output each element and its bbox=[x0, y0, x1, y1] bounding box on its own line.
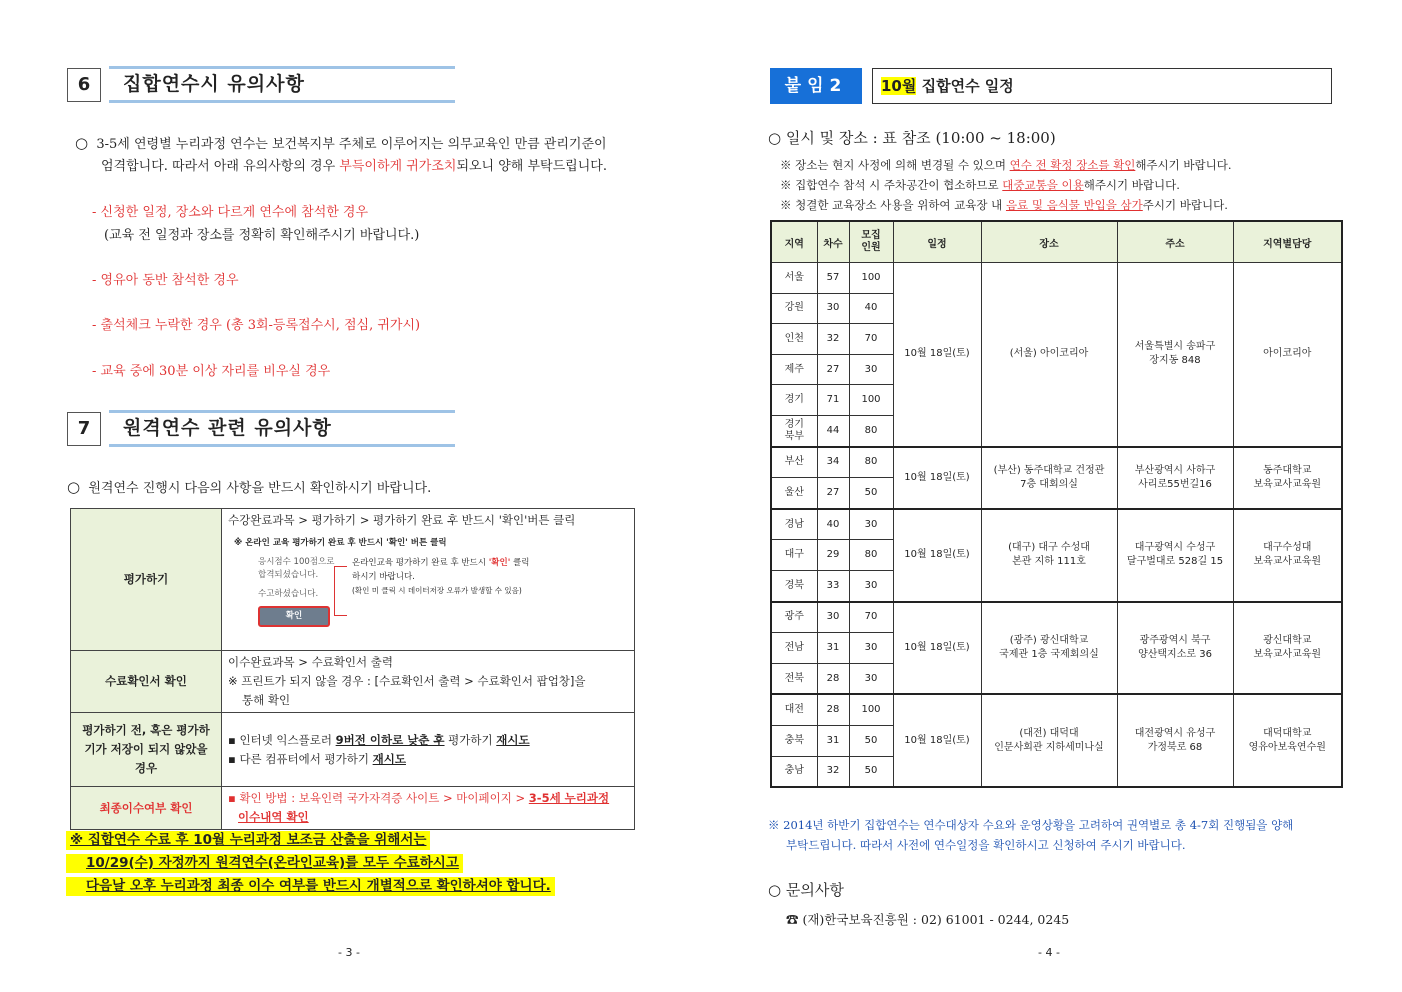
contact-title: ○ 문의사항 bbox=[768, 881, 844, 899]
cell-capacity: 30 bbox=[849, 509, 893, 540]
table-row bbox=[771, 447, 1342, 478]
cell-owner: 대덕대학교 영유아보육연수원 bbox=[1233, 694, 1342, 787]
cell-date: 10월 18일(토) bbox=[893, 447, 981, 509]
cell-region: 대전 bbox=[771, 694, 817, 725]
remote-intro: ○ 원격연수 진행시 다음의 사항을 반드시 확인하시기 바랍니다. bbox=[67, 478, 432, 496]
intro-paragraph: ○ 3-5세 연령별 누리과정 연수는 보건복지부 주체로 이루어지는 의무교육인 만큼 관리기준이 엄격합니다. 따라서 아래 유의사항의 경우 부득이하게 귀가조치되오니 양해 부탁드립니다. bbox=[75, 134, 607, 174]
cell-capacity: 70 bbox=[849, 602, 893, 633]
cell-round: 34 bbox=[817, 447, 849, 478]
caution-item-1-note: (교육 전 일정과 장소를 정확히 확인해주시기 바랍니다.) bbox=[104, 228, 420, 243]
cell-round: 32 bbox=[817, 756, 849, 787]
header-owner: 지역별담당 bbox=[1233, 221, 1342, 263]
cell-region: 제주 bbox=[771, 354, 817, 385]
caution-item-2: - 영유아 동반 참석한 경우 bbox=[92, 273, 239, 288]
attachment-title: 10월 집합연수 일정 bbox=[872, 68, 1332, 104]
certificate-note-2: 통해 확인 bbox=[242, 693, 291, 707]
table-row bbox=[771, 509, 1342, 540]
cell-capacity: 30 bbox=[849, 570, 893, 601]
cell-date: 10월 18일(토) bbox=[893, 263, 981, 447]
cell-region: 충남 bbox=[771, 756, 817, 787]
image-note-2: 하시기 바랍니다. bbox=[352, 572, 415, 582]
cell-owner: 아이코리아 bbox=[1233, 263, 1342, 447]
contact-info: ☎ (재)한국보육진흥원 : 02) 61001 - 0244, 0245 bbox=[786, 912, 1070, 927]
cell-place: (광주) 광신대학교 국제관 1층 국제회의실 bbox=[981, 602, 1117, 695]
attachment-tag: 붙임2 bbox=[770, 68, 862, 104]
schedule-footnote bbox=[768, 815, 1293, 855]
cell-place: (대구) 대구 수성대 본관 지하 111호 bbox=[981, 509, 1117, 602]
header-round: 차수 bbox=[817, 221, 849, 263]
caution-item-4: - 교육 중에 30분 이상 자리를 비우실 경우 bbox=[92, 364, 331, 379]
header-address: 주소 bbox=[1117, 221, 1233, 263]
image-note-3: (확인 미 클릭 시 데이터저장 오류가 발생할 수 있음) bbox=[352, 586, 522, 595]
cell-capacity: 80 bbox=[849, 447, 893, 478]
schedule-table bbox=[770, 220, 1343, 788]
final-check-method: ▪ 확인 방법 : 보육인력 국가자격증 사이트 > 마이페이지 > 3-5세 누리과정 이수내역 확인 bbox=[222, 787, 635, 830]
cell-region: 충북 bbox=[771, 725, 817, 756]
cell-round: 31 bbox=[817, 633, 849, 664]
note-1: ※ 장소는 현지 사정에 의해 변경될 수 있으며 연수 전 확정 장소를 확인해주시기 바랍니다. bbox=[780, 158, 1232, 172]
cell-capacity: 100 bbox=[849, 263, 893, 294]
caution-item-1: - 신청한 일정, 장소와 다르게 연수에 참석한 경우 bbox=[92, 205, 369, 220]
cell-region: 전북 bbox=[771, 663, 817, 694]
section-number: 6 bbox=[67, 68, 101, 102]
table-head-not-saved: 평가하기 전, 혹은 평가하기가 저장이 되지 않았을 경우 bbox=[71, 713, 222, 787]
note-2: ※ 집합연수 참석 시 주차공간이 협소하므로 대중교통을 이용해주시기 바랍니다. bbox=[780, 178, 1180, 192]
table-head-evaluate: 평가하기 bbox=[71, 509, 222, 651]
cell-owner: 광신대학교 보육교사교육원 bbox=[1233, 602, 1342, 695]
remote-guide-table bbox=[70, 508, 635, 830]
popup-message-3: 수고하셨습니다. bbox=[258, 589, 319, 599]
cell-capacity: 80 bbox=[849, 415, 893, 446]
cell-capacity: 50 bbox=[849, 725, 893, 756]
cell-round: 44 bbox=[817, 415, 849, 446]
retry-item-1: ▪ 인터넷 익스플로러 9버전 이하로 낮춘 후 평가하기 재시도 bbox=[228, 732, 530, 747]
popup-message-2: 합격되셨습니다. bbox=[258, 570, 319, 580]
popup-message-1: 응시점수 100점으로 bbox=[258, 557, 335, 567]
image-caption: ※ 온라인 교육 평가하기 완료 후 반드시 '확인' 버튼 클릭 bbox=[234, 538, 447, 548]
cell-place: (대전) 대덕대 인문사회관 지하세미나실 bbox=[981, 694, 1117, 787]
callout-line-1: ※ 집합연수 수료 후 10월 누리과정 보조금 산출을 위해서는 bbox=[66, 831, 430, 850]
cell-region: 전남 bbox=[771, 633, 817, 664]
schedule-header-row bbox=[771, 221, 1342, 263]
cell-region: 광주 bbox=[771, 602, 817, 633]
cell-region: 경북 bbox=[771, 570, 817, 601]
page-number-right: - 4 - bbox=[1038, 946, 1060, 959]
cell-capacity: 70 bbox=[849, 324, 893, 355]
cell-region: 경기 북부 bbox=[771, 415, 817, 446]
page-number-left: - 3 - bbox=[338, 946, 360, 959]
evaluate-guide-image bbox=[228, 530, 628, 645]
cell-round: 31 bbox=[817, 725, 849, 756]
cell-address: 서울특별시 송파구 장지동 848 bbox=[1117, 263, 1233, 447]
table-row bbox=[771, 602, 1342, 633]
header-capacity: 모집 인원 bbox=[849, 221, 893, 263]
cell-region: 대구 bbox=[771, 540, 817, 571]
cell-region: 인천 bbox=[771, 324, 817, 355]
section-number: 7 bbox=[67, 412, 101, 446]
cell-capacity: 100 bbox=[849, 694, 893, 725]
cell-address: 부산광역시 사하구 사리로55번길16 bbox=[1117, 447, 1233, 509]
header-region: 지역 bbox=[771, 221, 817, 263]
cell-region: 부산 bbox=[771, 447, 817, 478]
cell-round: 27 bbox=[817, 478, 849, 509]
cell-address: 대전광역시 유성구 가정북로 68 bbox=[1117, 694, 1233, 787]
cell-round: 28 bbox=[817, 663, 849, 694]
callout-line-3: 다음날 오후 누리과정 최종 이수 여부를 반드시 개별적으로 확인하셔야 합니다. bbox=[66, 877, 555, 896]
cell-region: 경남 bbox=[771, 509, 817, 540]
image-note-1: 온라인교육 평가하기 완료 후 반드시 '확인' 클릭 bbox=[352, 558, 530, 568]
cell-capacity: 30 bbox=[849, 663, 893, 694]
cell-round: 71 bbox=[817, 385, 849, 416]
section-title: 집합연수시 유의사항 bbox=[123, 73, 305, 95]
evaluate-steps: 수강완료과목 > 평가하기 > 평가하기 완료 후 반드시 '확인'버튼 클릭 bbox=[228, 513, 576, 527]
cell-capacity: 80 bbox=[849, 540, 893, 571]
cell-date: 10월 18일(토) bbox=[893, 694, 981, 787]
header-place: 장소 bbox=[981, 221, 1117, 263]
cell-date: 10월 18일(토) bbox=[893, 602, 981, 695]
callout-line-2: 10/29(수) 자정까지 원격연수(온라인교육)를 모두 수료하시고 bbox=[66, 854, 463, 873]
cell-round: 27 bbox=[817, 354, 849, 385]
cell-round: 29 bbox=[817, 540, 849, 571]
section-7-header bbox=[67, 412, 457, 446]
header-date: 일정 bbox=[893, 221, 981, 263]
caution-item-3: - 출석체크 누락한 경우 (총 3회-등록접수시, 점심, 귀가시) bbox=[92, 318, 421, 333]
section-6-header bbox=[67, 68, 457, 102]
table-head-certificate: 수료확인서 확인 bbox=[71, 651, 222, 713]
cell-region: 서울 bbox=[771, 263, 817, 294]
cell-region: 울산 bbox=[771, 478, 817, 509]
cell-capacity: 40 bbox=[849, 293, 893, 324]
cell-address: 광주광역시 북구 양산택지소로 36 bbox=[1117, 602, 1233, 695]
cell-place: (서울) 아이코리아 bbox=[981, 263, 1117, 447]
cell-owner: 동주대학교 보육교사교육원 bbox=[1233, 447, 1342, 509]
cell-round: 33 bbox=[817, 570, 849, 601]
cell-round: 30 bbox=[817, 293, 849, 324]
cell-owner: 대구수성대 보육교사교육원 bbox=[1233, 509, 1342, 602]
section-title: 원격연수 관련 유의사항 bbox=[123, 417, 332, 439]
cell-round: 30 bbox=[817, 602, 849, 633]
cell-round: 28 bbox=[817, 694, 849, 725]
arrow-icon bbox=[334, 566, 347, 616]
cell-place: (부산) 동주대학교 건정관 7층 대회의실 bbox=[981, 447, 1117, 509]
schedule-time-line: ○ 일시 및 장소 : 표 참조 (10:00 ~ 18:00) bbox=[768, 129, 1056, 147]
certificate-step: 이수완료과목 > 수료확인서 출력 bbox=[228, 655, 394, 669]
cell-capacity: 30 bbox=[849, 633, 893, 664]
cell-capacity: 30 bbox=[849, 354, 893, 385]
cell-capacity: 50 bbox=[849, 478, 893, 509]
certificate-note: ※ 프린트가 되지 않을 경우 : [수료확인서 출력 > 수료확인서 팝업창]을 bbox=[228, 674, 586, 688]
cell-round: 40 bbox=[817, 509, 849, 540]
table-row bbox=[771, 263, 1342, 294]
cell-capacity: 50 bbox=[849, 756, 893, 787]
table-head-final-check: 최종이수여부 확인 bbox=[71, 787, 222, 830]
schedule-notes bbox=[780, 155, 1232, 215]
footnote-line-1: ※ 2014년 하반기 집합연수는 연수대상자 수요와 운영상황을 고려하여 권역별로 총 4-7회 진행됨을 양해 bbox=[768, 818, 1294, 832]
confirm-button[interactable]: 확인 bbox=[258, 606, 330, 627]
cell-region: 강원 bbox=[771, 293, 817, 324]
retry-item-2: ▪ 다른 컴퓨터에서 평가하기 재시도 bbox=[228, 751, 406, 766]
cell-date: 10월 18일(토) bbox=[893, 509, 981, 602]
cell-round: 32 bbox=[817, 324, 849, 355]
cell-round: 57 bbox=[817, 263, 849, 294]
cell-capacity: 100 bbox=[849, 385, 893, 416]
note-3: ※ 청결한 교육장소 사용을 위하여 교육장 내 음료 및 음식물 반입을 삼가주시기 바랍니다. bbox=[780, 198, 1228, 212]
table-row bbox=[771, 694, 1342, 725]
cell-address: 대구광역시 수성구 달구벌대로 528길 15 bbox=[1117, 509, 1233, 602]
cell-region: 경기 bbox=[771, 385, 817, 416]
footnote-line-2: 부탁드립니다. 따라서 사전에 연수일정을 확인하시고 신청하여 주시기 바랍니다. bbox=[786, 838, 1186, 852]
